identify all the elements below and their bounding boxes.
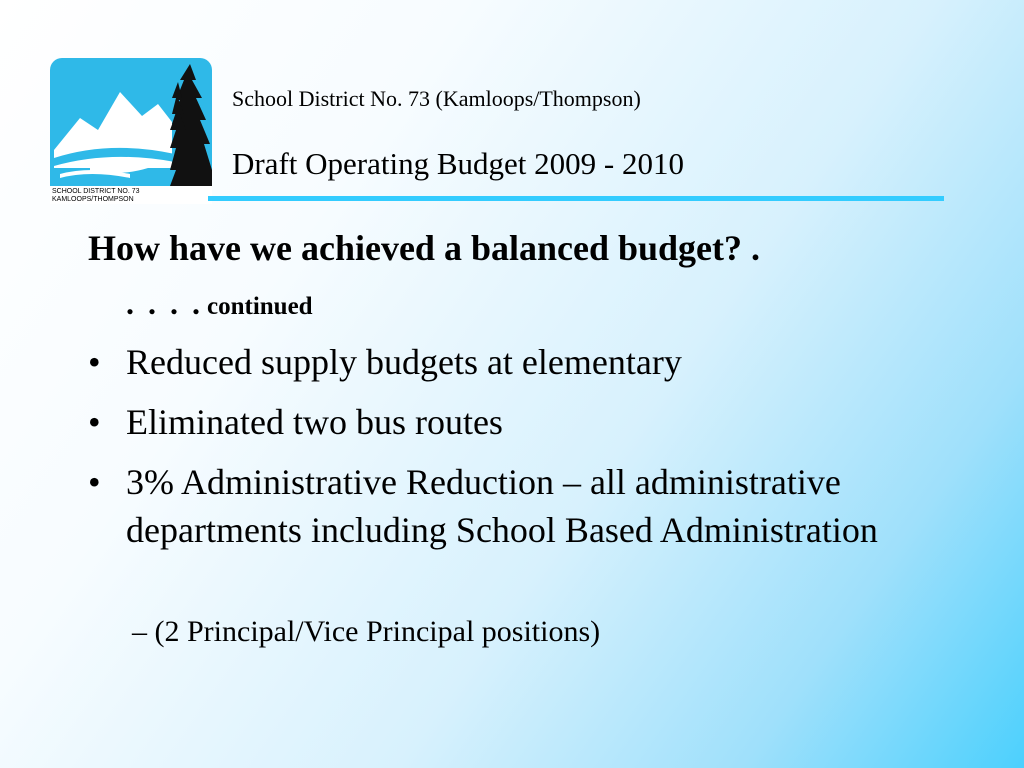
sub-bullet-text: – (2 Principal/Vice Principal positions) [132, 615, 601, 648]
list-item [88, 458, 968, 554]
list-item [88, 338, 968, 386]
header-divider [208, 196, 944, 201]
bullet-text: 3% Administrative Reduction – all administrative departments including School Based Administration [126, 462, 878, 550]
header-organization: School District No. 73 (Kamloops/Thompson) [232, 86, 641, 111]
heading-continued-label: continued [207, 293, 313, 320]
district-logo [50, 58, 212, 204]
logo-text-line2: KAMLOOPS/THOMPSON [52, 196, 134, 203]
bullet-icon: • [88, 462, 101, 502]
header-title: Draft Operating Budget 2009 - 2010 [232, 146, 684, 181]
bullet-icon: • [88, 342, 101, 382]
bullet-list [88, 338, 968, 566]
bullet-text: Eliminated two bus routes [126, 402, 503, 442]
logo-text-line1: SCHOOL DISTRICT NO. 73 [52, 188, 140, 195]
heading-dots: . . . . [126, 285, 203, 321]
list-item [88, 398, 968, 446]
slide-heading: How have we achieved a balanced budget? . [88, 228, 761, 268]
slide-heading-continuation [126, 285, 313, 322]
bullet-text: Reduced supply budgets at elementary [126, 342, 682, 382]
bullet-icon: • [88, 402, 101, 442]
